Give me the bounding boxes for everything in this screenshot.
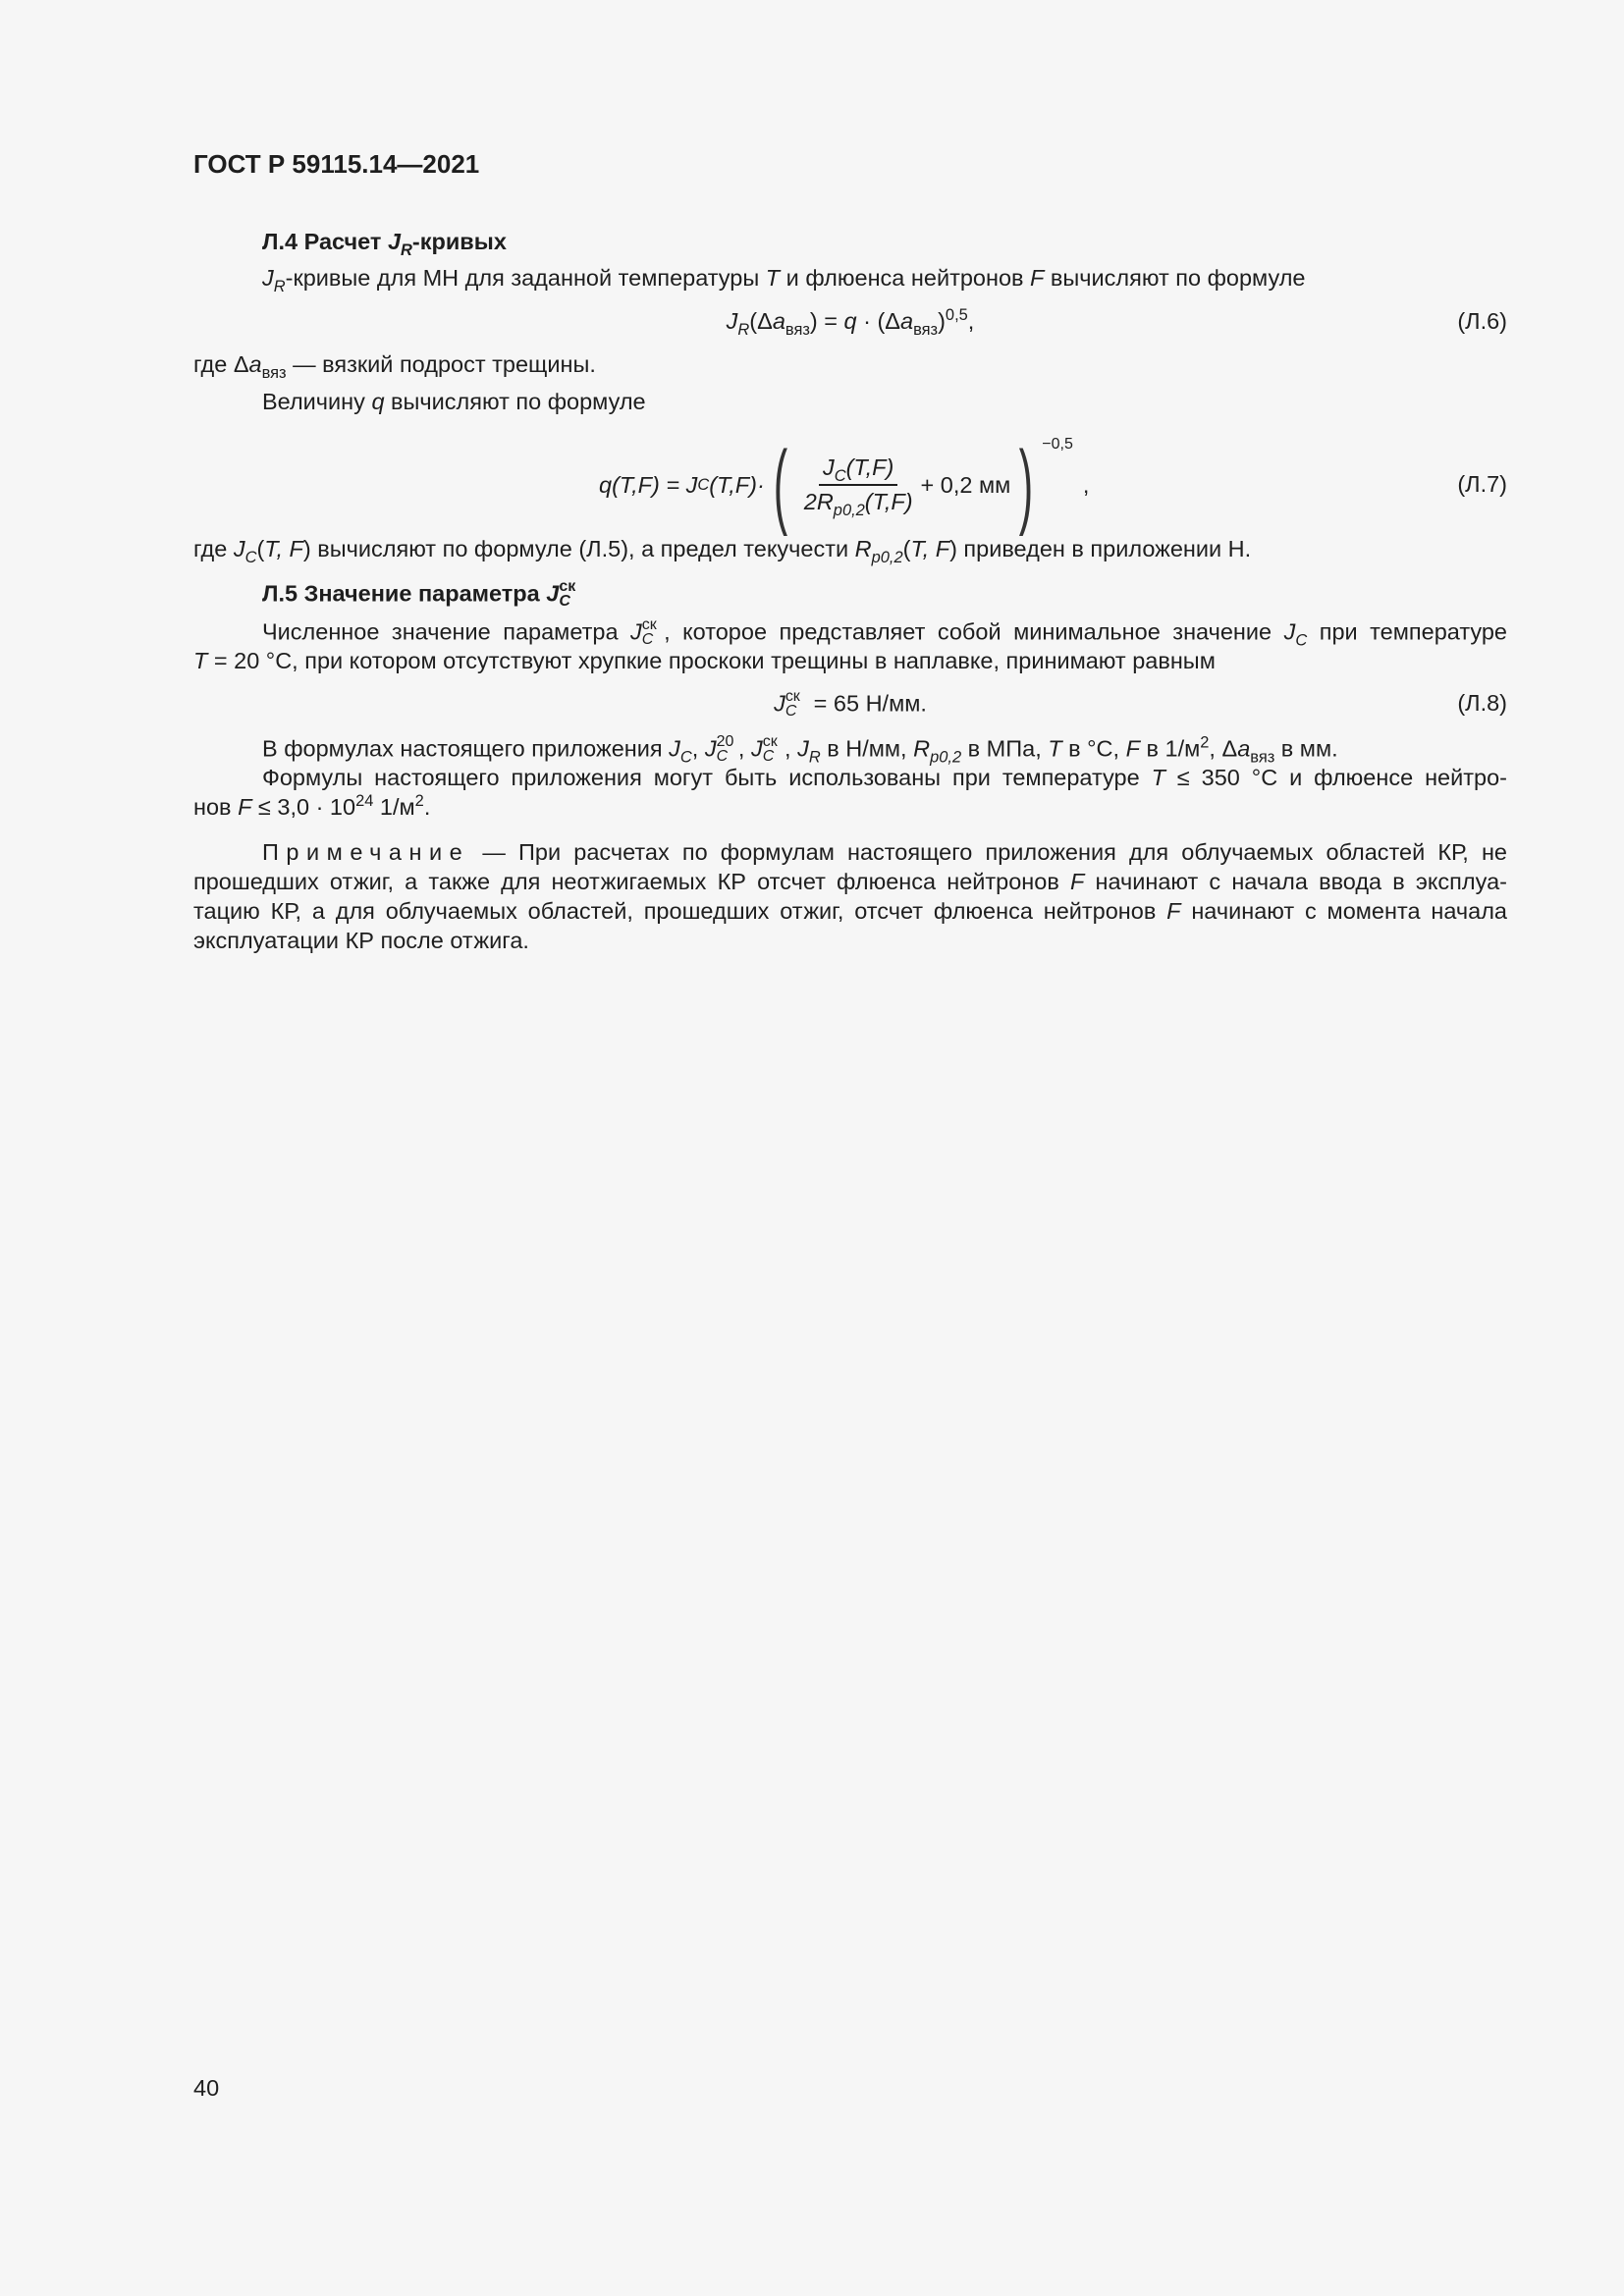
formula-l6: $J_R(\Delta a_{вяз}) = q \cdot (\Delta a_{вяз})^{0,5}$,: [726, 305, 975, 339]
left-paren: (: [773, 432, 787, 537]
paragraph: где $J_C(T$, F) вычисляют по формуле (Л.5), а предел текучести $R_{p0,2}(T$, F) приведен в приложении Н.: [193, 536, 1252, 566]
note: тацию КР, а для облучаемых областей, прошедших отжиг, отсчет флюенса нейтронов F начинают с момента начала: [193, 898, 1507, 924]
formula-l8: J ск C = 65 Н/мм.: [774, 688, 927, 720]
section-l4-heading: Л.4 Расчет $J_R$-кривых: [262, 229, 507, 259]
paragraph: Величину q вычисляют по формуле: [262, 389, 646, 414]
note: прошедших отжиг, а также для неотжигаемых КР отсчет флюенса нейтронов F начинают с начала ввода в эксплуа-: [193, 869, 1507, 894]
paragraph: нов $F \le 3,0 \cdot 10^{24}$ $1/м^2$.: [193, 791, 431, 820]
formula-l7: q(T,F) = J C (T,F)· ( $\frac{J_C(T,F)}{2R_{p0,2}(T,F)}$ + 0,2 мм ) −0,5 ,: [599, 432, 1090, 537]
fraction: $\frac{J_C(T,F)}{2R_{p0,2}(T,F)}$: [803, 454, 913, 519]
paragraph: T = 20 °С, при котором отсутствуют хрупкие проскоки трещины в наплавке, принимают равным: [193, 648, 1216, 673]
paragraph: В формулах настоящего приложения $J_C$, J 20 C , J ск C , $J_R$ в Н/мм, $R_{p0,2}$ в МПа, T в °С, F в $1/м^2$, $\Delta a_{вяз}$ в мм.: [262, 733, 1338, 767]
paragraph: где $\Delta a_{вяз}$ — вязкий подрост трещины.: [193, 351, 596, 382]
equation-number: (Л.8): [1457, 690, 1507, 716]
note: эксплуатации КР после отжига.: [193, 928, 529, 953]
paragraph: Численное значение параметра J ск C , которое представляет собой минимальное значение $J_C$ при температуре: [262, 616, 1507, 650]
note-label: Примечание: [262, 839, 470, 865]
equation-number: (Л.7): [1457, 471, 1507, 497]
note: Примечание — При расчетах по формулам настоящего приложения для облучаемых областей КР, не: [262, 839, 1507, 865]
equation-number: (Л.6): [1457, 308, 1507, 334]
page-number: 40: [193, 2075, 220, 2101]
paragraph: $J_R$-кривые для МН для заданной температуры T и флюенса нейтронов F вычисляют по формуле: [262, 265, 1306, 295]
document-header: ГОСТ Р 59115.14—2021: [193, 149, 480, 179]
paragraph: Формулы настоящего приложения могут быть использованы при температуре T ≤ 350 °С и флюенсе нейтро-: [262, 765, 1507, 790]
section-l5-heading: Л.5 Значение параметра J ск C: [262, 578, 576, 610]
right-paren: ): [1019, 432, 1034, 537]
